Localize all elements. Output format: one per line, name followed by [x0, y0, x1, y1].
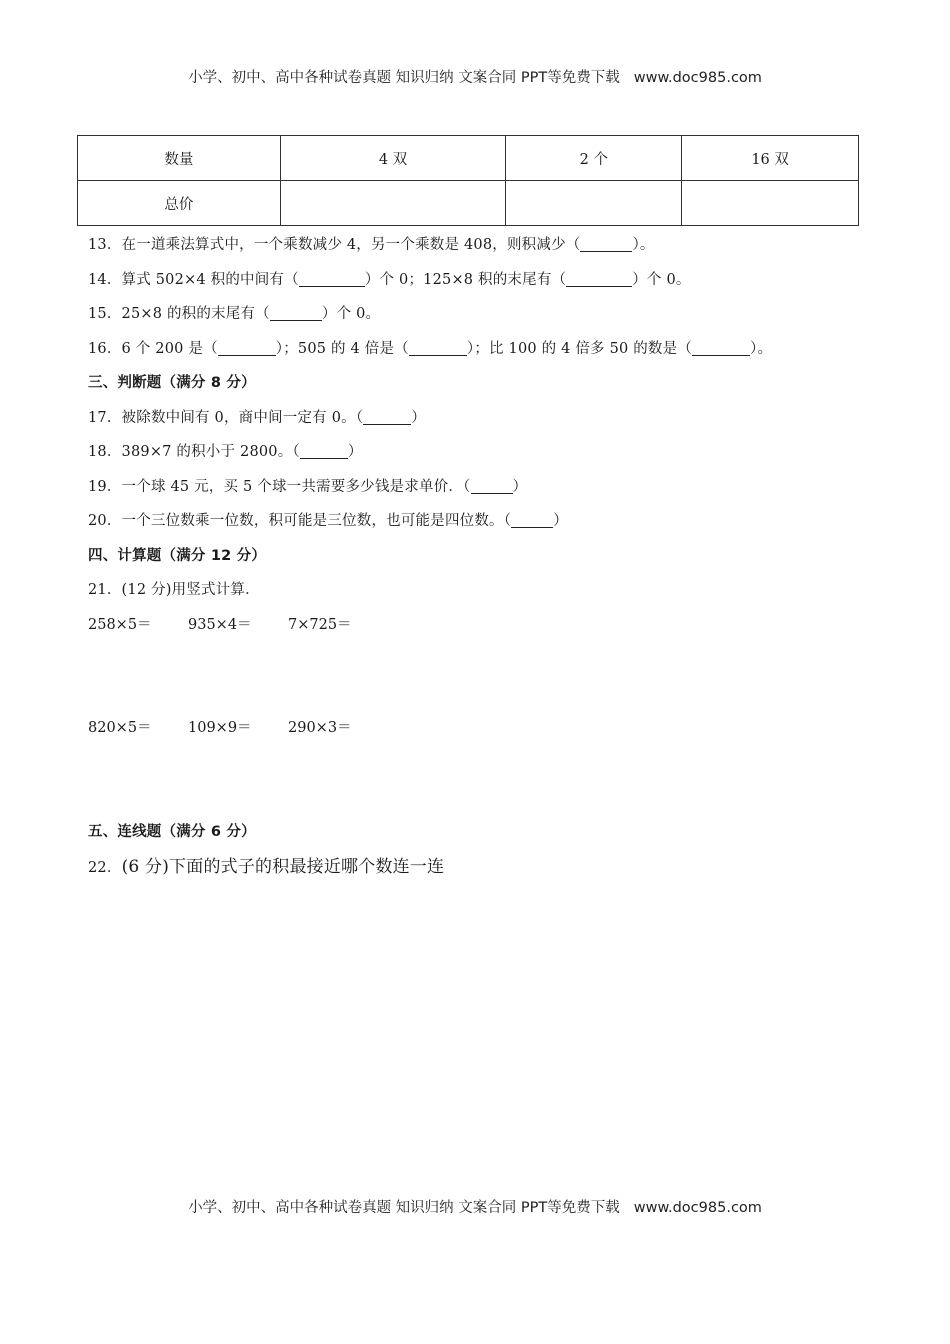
question-text: 15．25×8 的积的末尾有（ — [88, 306, 270, 322]
question-text: 19．一个球 45 元，买 5 个球一共需要多少钱是求单价．（ — [88, 479, 471, 495]
table-row — [78, 181, 859, 226]
answer-blank[interactable] — [511, 513, 553, 529]
page-header — [0, 66, 950, 87]
question-text: ）。 — [750, 341, 773, 357]
footer-text: 小学、初中、高中各种试卷真题 知识归纳 文案合同 PPT等免费下载 — [188, 1200, 620, 1216]
question-14 — [88, 268, 691, 289]
question-text: 13．在一道乘法算式中，一个乘数减少 4，另一个乘数是 408，则积减少（ — [88, 237, 581, 253]
section-4-heading: 四、计算题（满分 12 分） — [88, 548, 267, 564]
question-20 — [88, 509, 568, 530]
answer-blank[interactable] — [218, 341, 276, 357]
question-text: ） — [411, 410, 426, 426]
table-cell: 总价 — [78, 181, 281, 226]
table-cell: 数量 — [78, 136, 281, 181]
question-text: ） — [347, 444, 363, 460]
calc-expression: 109×9＝ — [188, 720, 252, 736]
answer-blank[interactable] — [409, 341, 467, 357]
header-text: 小学、初中、高中各种试卷真题 知识归纳 文案合同 PPT等免费下载 — [188, 70, 620, 86]
table-cell: 16 双 — [682, 136, 859, 181]
question-21: 21．(12 分)用竖式计算． — [88, 582, 260, 598]
question-16 — [88, 337, 772, 358]
question-text: ）；505 的 4 倍是（ — [275, 341, 409, 357]
answer-blank[interactable] — [300, 444, 348, 460]
question-text: ）个 0；125×8 积的末尾有（ — [364, 272, 567, 288]
header-url[interactable]: www.doc985.com — [633, 70, 762, 86]
calc-expression: 258×5＝ — [88, 617, 152, 633]
page-footer — [0, 1196, 950, 1217]
answer-cell[interactable] — [506, 181, 682, 226]
section-5-heading: 五、连线题（满分 6 分） — [88, 824, 256, 840]
question-17 — [88, 406, 426, 427]
question-text: ）。 — [632, 237, 655, 253]
answer-cell[interactable] — [280, 181, 506, 226]
question-15 — [88, 302, 380, 323]
answer-blank[interactable] — [471, 479, 513, 495]
calc-expression: 290×3＝ — [288, 720, 352, 736]
question-text: 14．算式 502×4 积的中间有（ — [88, 272, 299, 288]
footer-url[interactable]: www.doc985.com — [633, 1200, 762, 1216]
question-13 — [88, 233, 655, 254]
price-table — [77, 135, 859, 226]
question-text: 18．389×7 的积小于 2800。（ — [88, 444, 300, 460]
answer-cell[interactable] — [682, 181, 859, 226]
question-text: ） — [512, 479, 528, 495]
question-text: 20．一个三位数乘一位数，积可能是三位数，也可能是四位数。（ — [88, 513, 512, 529]
table-cell: 2 个 — [506, 136, 682, 181]
section-3-heading: 三、判断题（满分 8 分） — [88, 375, 256, 391]
calc-expression: 820×5＝ — [88, 720, 152, 736]
question-22 — [88, 852, 444, 877]
calc-expression: 7×725＝ — [288, 617, 352, 633]
question-text: ） — [553, 513, 568, 529]
answer-blank[interactable] — [299, 272, 365, 288]
question-text: ）个 0。 — [632, 272, 691, 288]
question-text: ）；比 100 的 4 倍多 50 的数是（ — [466, 341, 693, 357]
calc-expression: 935×4＝ — [188, 617, 252, 633]
question-text: (6 分)下面的式子的积最接近哪个数连一连 — [121, 857, 445, 877]
table-cell: 4 双 — [280, 136, 506, 181]
question-text: ）个 0。 — [321, 306, 381, 322]
question-number: 22． — [88, 860, 122, 876]
answer-blank[interactable] — [363, 410, 411, 426]
question-18 — [88, 440, 363, 461]
question-text: 17．被除数中间有 0，商中间一定有 0。（ — [88, 410, 364, 426]
answer-blank[interactable] — [692, 341, 750, 357]
answer-blank[interactable] — [566, 272, 632, 288]
question-19 — [88, 475, 527, 496]
table-row — [78, 136, 859, 181]
answer-blank[interactable] — [580, 237, 632, 253]
answer-blank[interactable] — [270, 306, 322, 322]
question-text: 16．6 个 200 是（ — [88, 341, 218, 357]
